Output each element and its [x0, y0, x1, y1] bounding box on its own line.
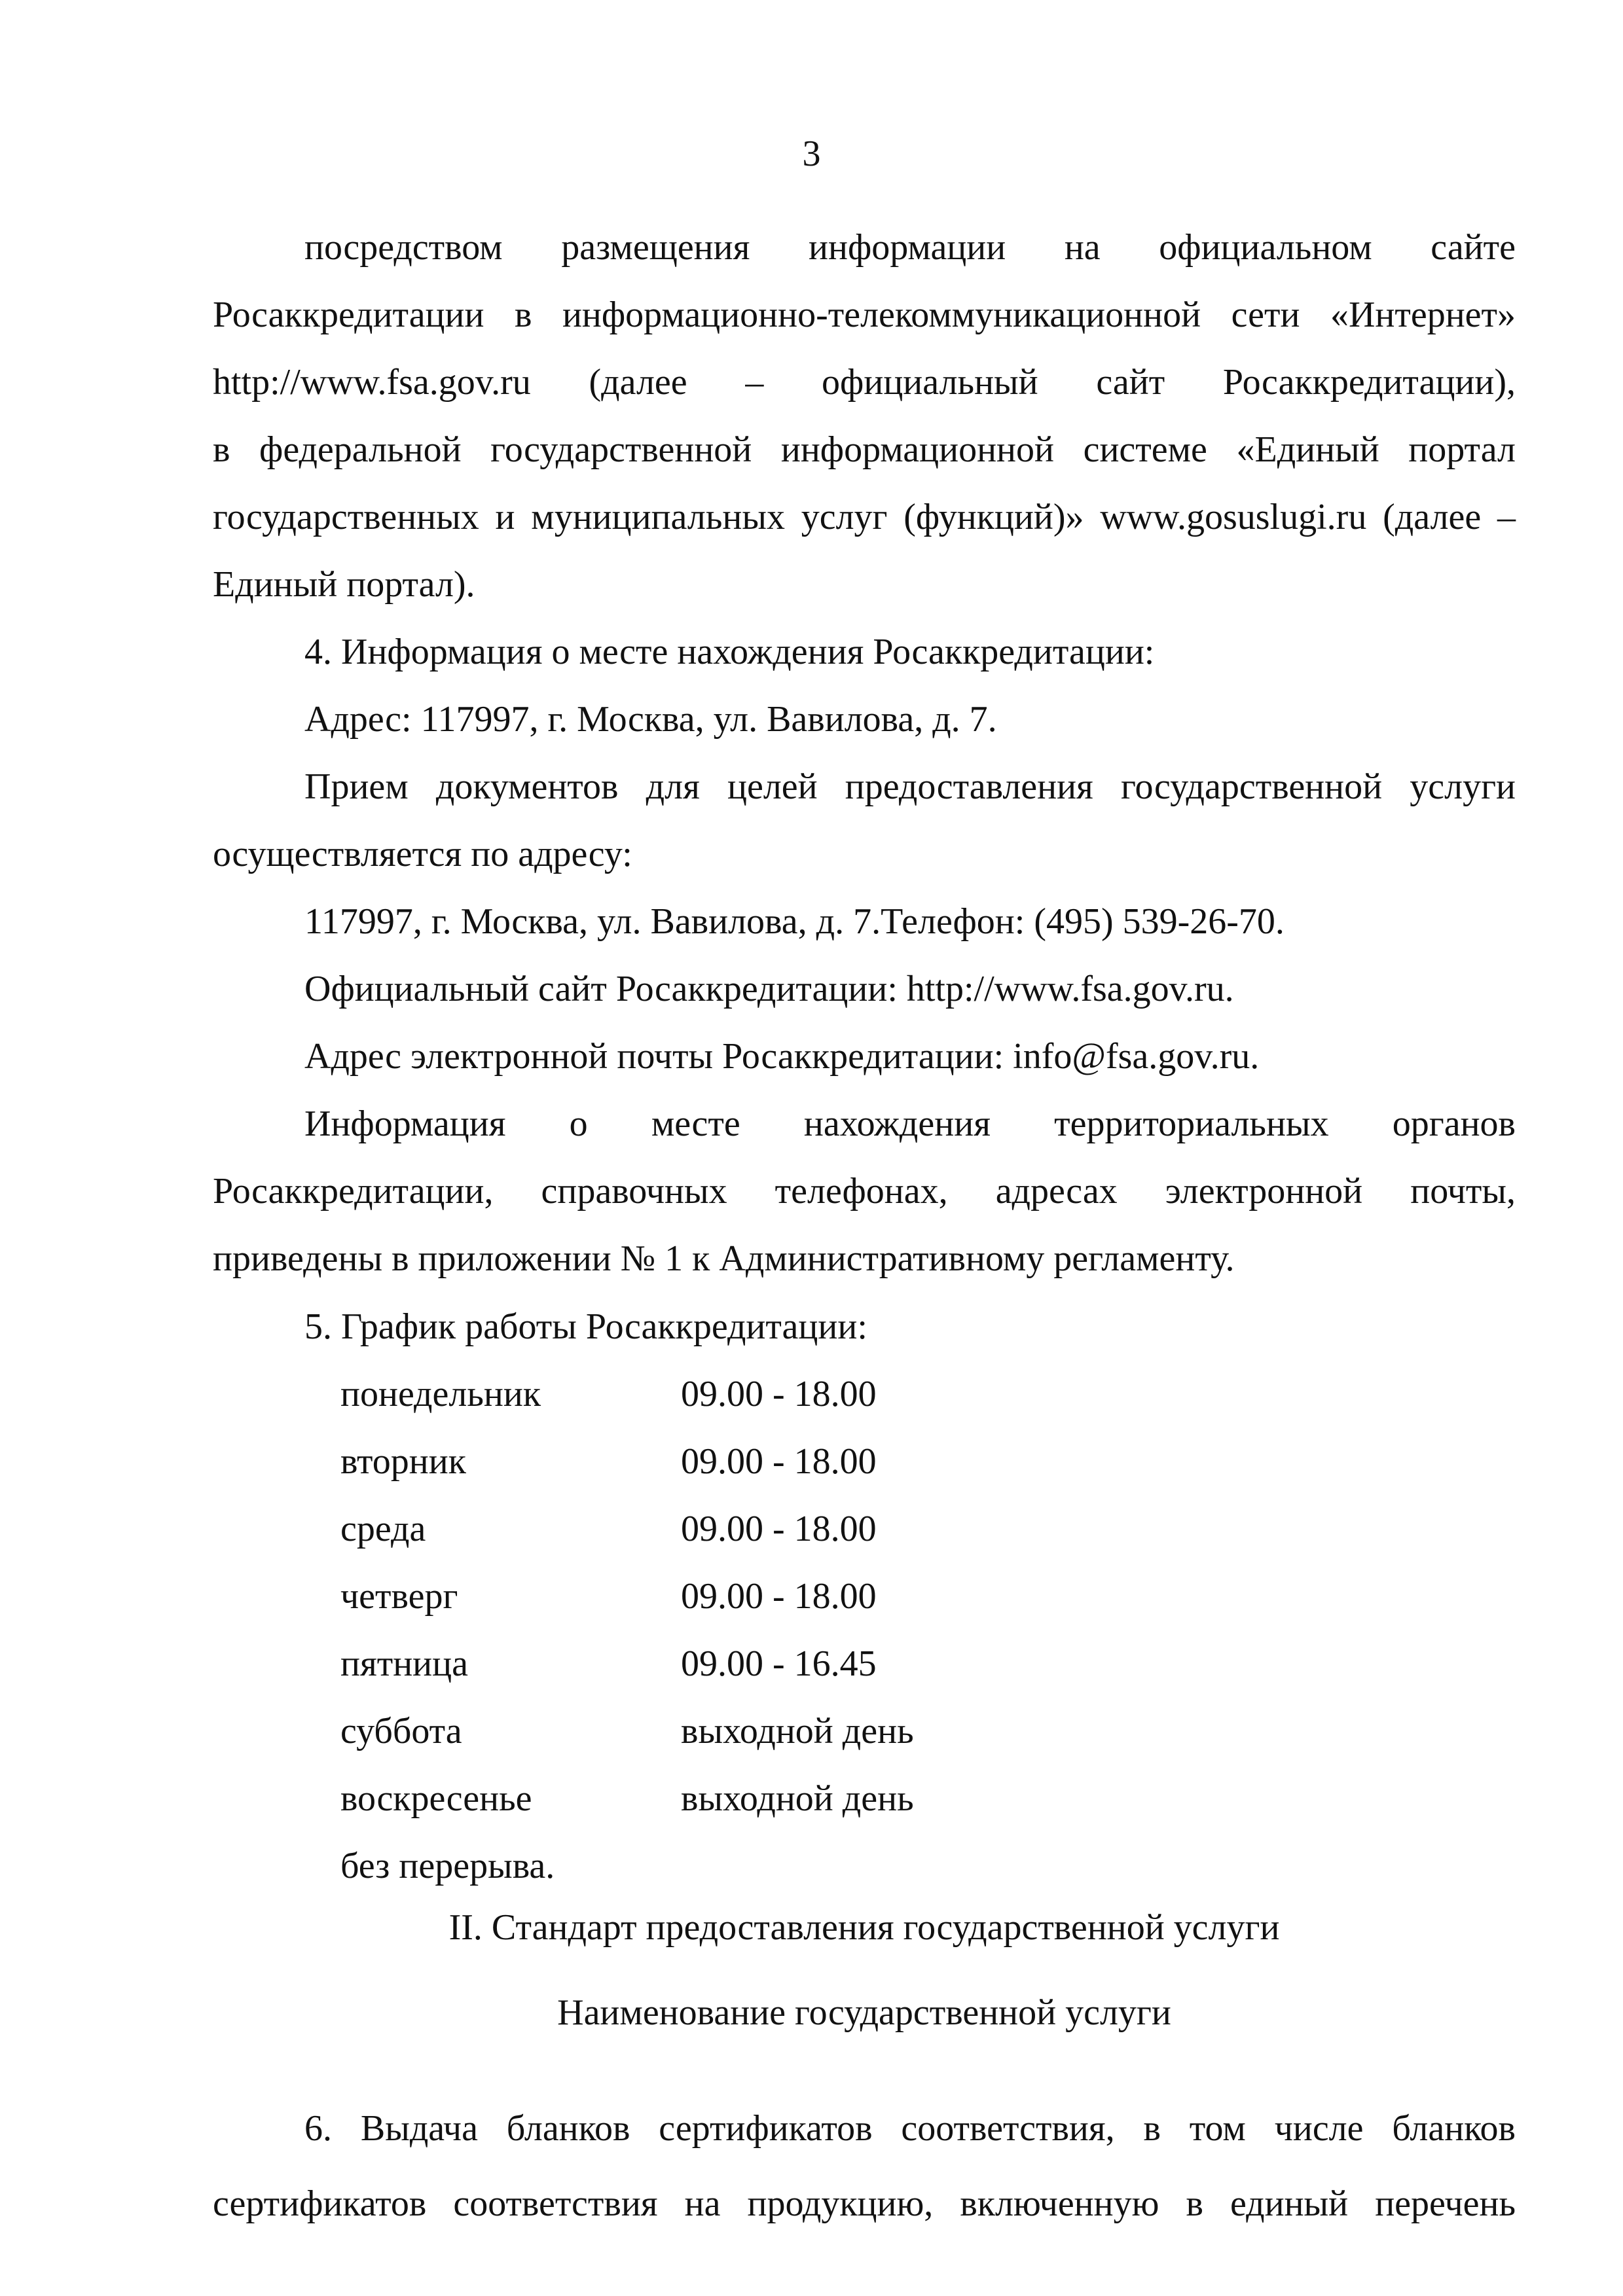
address-line: Адрес: 117997, г. Москва, ул. Вавилова, д. 7. — [304, 699, 997, 740]
schedule-hours: выходной день — [681, 1778, 914, 1819]
schedule-hours: 09.00 - 18.00 — [681, 1576, 877, 1617]
schedule-day: вторник — [340, 1441, 466, 1482]
chapter-title: II. Стандарт предоставления государственной услуги — [448, 1907, 1280, 1948]
schedule-day: воскресенье — [340, 1778, 532, 1819]
text-line: посредством размещения информации на официальном сайте — [304, 227, 1516, 268]
schedule-table — [340, 1361, 914, 1833]
schedule-note: без перерыва. — [340, 1846, 555, 1886]
schedule-hours: 09.00 - 18.00 — [681, 1441, 877, 1482]
email-line: Адрес электронной почты Росаккредитации: info@fsa.gov.ru. — [304, 1036, 1260, 1077]
section-title: 5. График работы Росаккредитации: — [304, 1306, 867, 1347]
chapter-2-heading — [213, 1885, 1516, 2055]
table-row — [340, 1428, 914, 1496]
text-line: Единый портал). — [213, 564, 475, 605]
table-row — [340, 1765, 914, 1833]
section-4 — [213, 619, 1516, 1293]
schedule-day: понедельник — [340, 1374, 541, 1414]
website-line: Официальный сайт Росаккредитации: http://www.fsa.gov.ru. — [304, 969, 1234, 1009]
schedule-day: суббота — [340, 1711, 462, 1751]
paragraph-intro — [213, 214, 1516, 619]
schedule-day: среда — [340, 1509, 426, 1549]
text-line: Прием документов для целей предоставления государственной услуги — [304, 766, 1516, 807]
text-line: Росаккредитации, справочных телефонах, адресах электронной почты, — [213, 1171, 1516, 1211]
table-row — [340, 1698, 914, 1765]
schedule-day: пятница — [340, 1643, 468, 1684]
text-line: осуществляется по адресу: — [213, 834, 632, 874]
section-title: 4. Информация о месте нахождения Росаккредитации: — [304, 632, 1155, 672]
page-number: 3 — [802, 134, 821, 174]
text-line: Информация о месте нахождения территориальных органов — [304, 1103, 1516, 1144]
text-line: Росаккредитации в информационно-телекоммуникационной сети «Интернет» — [213, 295, 1516, 335]
chapter-subtitle: Наименование государственной услуги — [557, 1992, 1171, 2033]
text-line: сертификатов соответствия на продукцию, включенную в единый перечень — [213, 2183, 1516, 2224]
text-line: государственных и муниципальных услуг (функций)» www.gosuslugi.ru (далее – — [213, 497, 1516, 537]
text-line: приведены в приложении № 1 к Административному регламенту. — [213, 1238, 1235, 1279]
section-5 — [213, 1293, 1516, 1900]
schedule-day: четверг — [340, 1576, 458, 1617]
schedule-hours: 09.00 - 18.00 — [681, 1374, 877, 1414]
schedule-hours: 09.00 - 18.00 — [681, 1509, 877, 1549]
reception-address: 117997, г. Москва, ул. Вавилова, д. 7.Телефон: (495) 539-26-70. — [304, 901, 1285, 942]
text-line: в федеральной государственной информационной системе «Единый портал — [213, 429, 1516, 470]
text-line: 6. Выдача бланков сертификатов соответствия, в том числе бланков — [304, 2108, 1516, 2149]
schedule-hours: выходной день — [681, 1711, 914, 1751]
table-row — [340, 1563, 914, 1630]
table-row — [340, 1496, 914, 1563]
schedule-hours: 09.00 - 16.45 — [681, 1643, 877, 1684]
table-row — [340, 1630, 914, 1698]
section-6 — [213, 2091, 1516, 2242]
table-row — [340, 1361, 914, 1428]
text-line: http://www.fsa.gov.ru (далее – официальный сайт Росаккредитации), — [213, 362, 1516, 403]
